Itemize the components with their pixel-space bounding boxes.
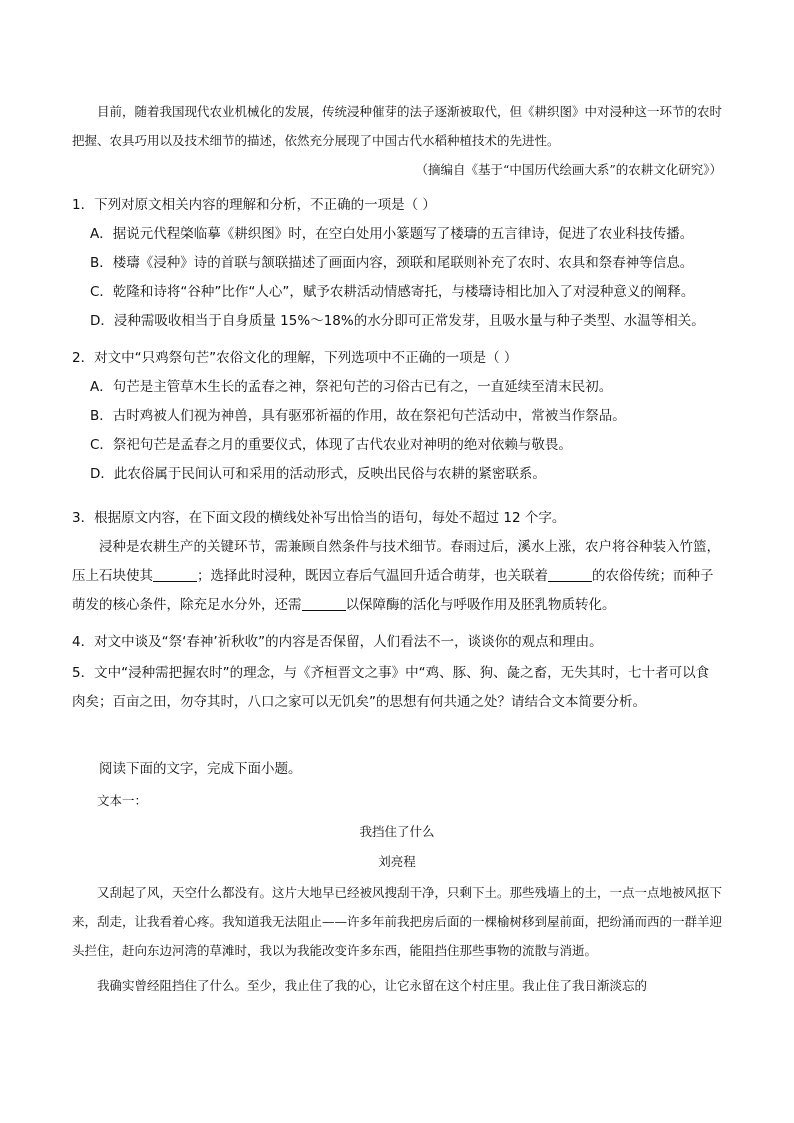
passage-ending — [72, 97, 722, 184]
article-paragraph-2: 我确实曾经阻挡住了什么。至少，我止住了我的心，让它永留在这个村庄里。我止住了我日渐淡忘的 — [97, 978, 648, 993]
question-4-stem: 4．对文中谈及“祭‘春神’祈秋收”的内容是否保留，人们看法不一，谈谈你的观点和理由。 — [72, 634, 603, 650]
passage-source: （摘编自《基于“中国历代绘画大系”的农耕文化研究》） — [415, 162, 722, 177]
article-title: 我挡住了什么 — [359, 824, 435, 839]
fill-blank-1 — [153, 567, 197, 582]
question-2-option-a: A．句芒是主管草木生长的孟春之神，祭祀句芒的习俗古已有之，一直延续至清末民初。 — [90, 379, 613, 395]
question-1 — [72, 191, 722, 336]
question-1-stem: 1．下列对原文相关内容的理解和分析，不正确的一项是（ ） — [72, 197, 436, 213]
question-3-stem: 3．根据原文内容，在下面文段的横线处补写出恰当的语句，每处不超过 12 个字。 — [72, 510, 566, 526]
passage-paragraph: 目前，随着我国现代农业机械化的发展，传统浸种催芽的法子逐渐被取代，但《耕织图》中对浸种这一环节的农时把握、农具巧用以及技术细节的描述，依然充分展现了中国古代水稻种植技术的先进性。 — [72, 104, 723, 148]
q3-text-1: 浸种是农耕生产的关键环节，需兼顾自然条件与技术细节。春雨过后，溪水上涨，农户将谷种装入竹篮，压上石块使其 — [72, 539, 720, 584]
question-5 — [72, 659, 722, 717]
text-label: 文本一： — [97, 793, 148, 808]
question-3 — [72, 504, 722, 620]
q3-text-4: 以保障酶的活化与呼吸作用及胚乳物质转化。 — [345, 597, 616, 613]
question-1-option-b: B．楼璹《浸种》诗的首联与颔联描述了画面内容，颈联和尾联则补充了农时、农具和祭春神等信息。 — [90, 255, 694, 271]
question-2-stem: 2．对文中“只鸡祭句芒”农俗文化的理解，下列选项中不正确的一项是（ ） — [72, 350, 518, 366]
reading-text — [72, 786, 722, 1000]
question-2-option-b: B．古时鸡被人们视为神兽，具有驱邪祈福的作用，故在祭祀句芒活动中，常被当作祭品。 — [90, 408, 626, 424]
question-1-option-c: C．乾隆和诗将“谷种”比作“人心”，赋予农耕活动情感寄托，与楼璹诗相比加入了对浸种意义的阐释。 — [90, 284, 695, 300]
fill-blank-2 — [548, 567, 592, 582]
q3-text-2: ；选择此时浸种，既因立春后气温回升适合萌芽，也关联着 — [197, 568, 548, 584]
question-4 — [72, 628, 722, 657]
article-author: 刘亮程 — [378, 854, 416, 869]
question-1-option-a: A．据说元代程棨临摹《耕织图》时，在空白处用小篆题写了楼璹的五言律诗，促进了农业科技传播。 — [90, 226, 694, 242]
question-5-stem: 5．文中“浸种需把握农时”的理念，与《齐桓晋文之事》中“鸡、豚、狗、彘之畜，无失其时，七十者可以食肉矣；百亩之田，勿夺其时，八口之家可以无饥矣”的思想有何共通之处？请结合文本简要分析。 — [72, 665, 710, 710]
question-2 — [72, 344, 722, 489]
reading-instruction-block — [72, 755, 722, 784]
question-3-paragraph — [72, 533, 722, 620]
article-paragraph-1: 又刮起了风，天空什么都没有。这片大地早已经被风搜刮干净，只剩下土。那些残墙上的土，一点一点地被风抠下来，刮走，让我看着心疼。我知道我无法阻止——许多年前我把房后面的一棵榆树移到屋前面，把纷涌而西的一群羊迎头拦住，赶向东边河湾的草滩时，我以为我能改变许多东西，能阻挡住那些事物的流散与消逝。 — [72, 885, 723, 958]
question-2-option-d: D．此农俗属于民间认可和采用的活动形式，反映出民俗与农耕的紧密联系。 — [90, 466, 546, 482]
fill-blank-3 — [302, 596, 346, 611]
question-2-option-c: C．祭祀句芒是孟春之月的重要仪式，体现了古代农业对神明的绝对依赖与敬畏。 — [90, 437, 572, 453]
question-1-option-d: D．浸种需吸收相当于自身质量 15%～18%的水分即可正常发芽，且吸水量与种子类型、水温等相关。 — [90, 313, 705, 329]
q3-text-3: 的农俗传统；而种子萌发的核心条件，除充足水分外，还需 — [72, 568, 714, 613]
reading-instruction: 阅读下面的文字，完成下面小题。 — [99, 761, 302, 777]
